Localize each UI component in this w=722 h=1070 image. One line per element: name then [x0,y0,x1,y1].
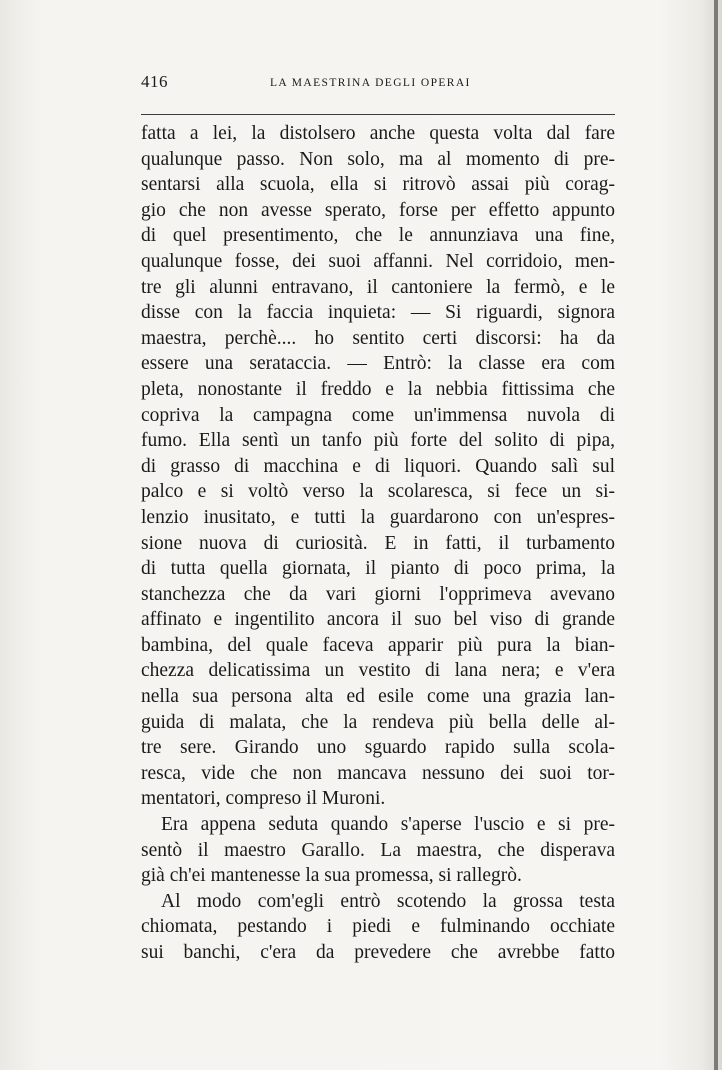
text-line: nella sua persona alta ed esile come una grazia lan- [141,686,615,708]
page-header [0,72,722,96]
text-line: copriva la campagna come un'immensa nuvola di [141,404,615,426]
text-line: stanchezza che da vari giorni l'opprimeva avevano [141,583,615,605]
text-line: già ch'ei mantenesse la sua promessa, si rallegrò. [141,865,522,887]
body-text [141,121,615,966]
page-edge-shadow [714,0,718,1070]
page-number: 416 [141,72,168,91]
text-line: essere una serataccia. — Entrò: la classe era com [141,353,615,375]
text-line: sentarsi alla scuola, ella si ritrovò assai più corag- [141,174,615,196]
text-line: qualunque fosse, dei suoi affanni. Nel corridoio, men- [141,250,615,272]
running-title: LA MAESTRINA DEGLI OPERAI [270,77,471,89]
text-line: fatta a lei, la distolsero anche questa volta dal fare [141,123,615,144]
text-line: gio che non avesse sperato, forse per effetto appunto [141,199,615,221]
text-line: chiomata, pestando i piedi e fulminando occhiate [141,916,615,938]
text-line: Era appena seduta quando s'aperse l'uscio e si pre- [161,814,615,836]
text-line: sentò il maestro Garallo. La maestra, che disperava [141,839,615,861]
text-line: affinato e ingentilito ancora il suo bel viso di grande [141,609,615,631]
text-line: palco e si voltò verso la scolaresca, si fece un si- [141,481,615,503]
text-line: pleta, nonostante il freddo e la nebbia fittissima che [141,378,615,400]
text-line: qualunque passo. Non solo, ma al momento di pre- [141,148,615,170]
text-line: fumo. Ella sentì un tanfo più forte del solito di pipa, [141,430,615,452]
header-rule [141,114,615,115]
text-line: mentatori, compreso il Muroni. [141,788,386,810]
text-line: resca, vide che non mancava nessuno dei suoi tor- [141,762,615,784]
text-line: di grasso di macchina e di liquori. Quando salì sul [141,455,615,477]
text-line: di tutta quella giornata, il pianto di poco prima, la [141,558,615,580]
text-line: guida di malata, che la rendeva più bella delle al- [141,711,615,733]
text-line: di quel presentimento, che le annunziava una fine, [141,225,615,247]
text-line: sione nuova di curiosità. E in fatti, il turbamento [141,532,615,554]
text-line: Al modo com'egli entrò scotendo la grossa testa [161,890,615,912]
text-line: chezza delicatissima un vestito di lana nera; e v'era [141,660,615,682]
text-line: disse con la faccia inquieta: — Si riguardi, signora [141,302,615,324]
text-line: tre sere. Girando uno sguardo rapido sulla scola- [141,737,615,759]
text-line: maestra, perchè.... ho sentito certi discorsi: ha da [141,327,615,349]
text-line: lenzio inusitato, e tutti la guardarono con un'espres- [141,506,615,528]
text-line: tre gli alunni entravano, il cantoniere la fermò, e le [141,276,615,298]
text-line: bambina, del quale faceva apparir più pura la bian- [141,634,615,656]
text-line: sui banchi, c'era da prevedere che avrebbe fatto [141,942,615,963]
